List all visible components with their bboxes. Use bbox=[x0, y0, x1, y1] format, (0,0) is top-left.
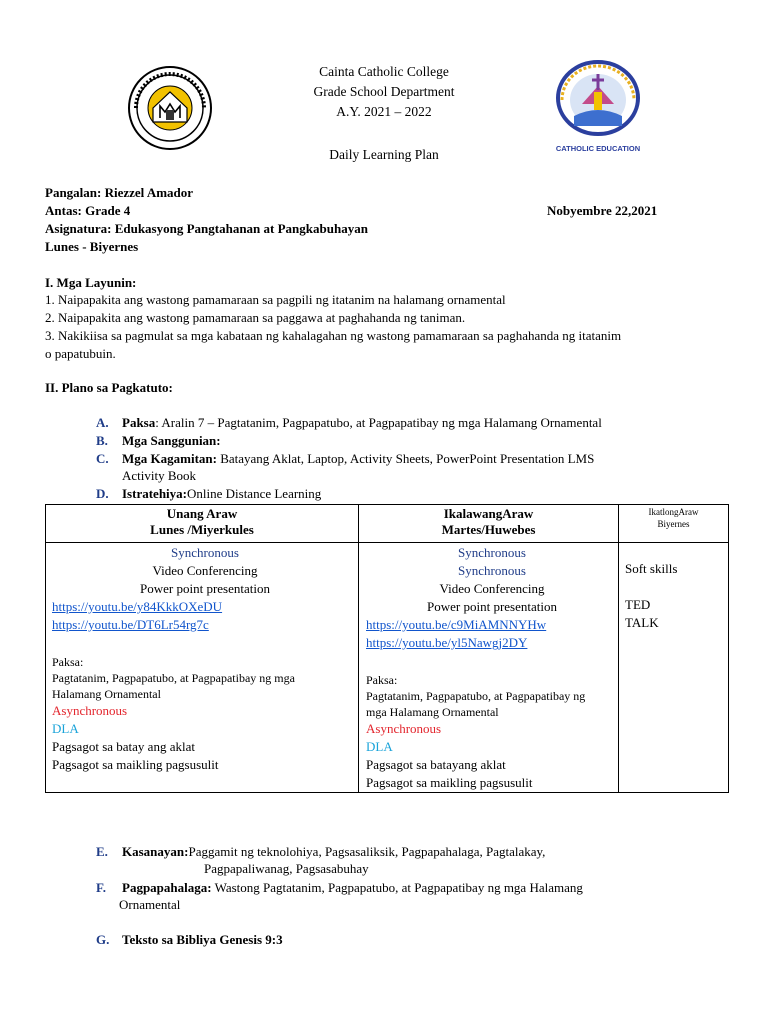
col2-topic-2: mga Halamang Ornamental bbox=[366, 705, 499, 719]
col2-youtube-link-1[interactable]: https://youtu.be/c9MiAMNNYHw bbox=[366, 617, 547, 632]
col3-header-day: IkatlongAraw bbox=[648, 507, 699, 517]
col3-header-dates: Biyernes bbox=[657, 519, 690, 529]
department: Grade School Department bbox=[313, 84, 455, 99]
bible-text-label: Teksto sa Bibliya Genesis 9:3 bbox=[122, 932, 283, 947]
col2-header-day: IkalawangAraw bbox=[443, 506, 534, 521]
col2-paksa: Paksa: bbox=[366, 673, 398, 687]
plan-item-c bbox=[96, 451, 594, 467]
col1-cell bbox=[46, 543, 359, 793]
plan-item-g bbox=[96, 932, 283, 948]
letter-c: C. bbox=[96, 451, 109, 466]
col1-topic-2: Halamang Ornamental bbox=[52, 687, 161, 701]
objective-2: 2. Naipapakita ang wastong pamamaraan sa paggawa at paghahanda ng taniman. bbox=[45, 310, 466, 325]
col2-youtube-link-2[interactable]: https://youtu.be/yl5Nawgj2DY bbox=[366, 635, 528, 650]
letter-d: D. bbox=[96, 486, 109, 501]
col1-dla: DLA bbox=[52, 721, 79, 736]
kagamitan-text-cont: Activity Book bbox=[122, 468, 197, 483]
name-line: Pangalan: Riezzel Amador bbox=[45, 185, 194, 200]
col1-asynchronous: Asynchronous bbox=[52, 703, 128, 718]
letter-a: A. bbox=[96, 415, 109, 430]
col3-talk: TALK bbox=[625, 615, 659, 630]
col2-answer-1: Pagsagot sa batayang aklat bbox=[366, 757, 506, 772]
objective-3-cont: o papatubuin. bbox=[45, 346, 116, 361]
days-line: Lunes - Biyernes bbox=[45, 239, 139, 254]
objective-1: 1. Naipapakita ang wastong pamamaraan sa pagpili ng itatanim na halamang ornamental bbox=[45, 292, 506, 307]
col1-header-dates: Lunes /Miyerkules bbox=[150, 522, 254, 537]
grade-line: Antas: Grade 4 bbox=[45, 203, 131, 218]
col2-ppt: Power point presentation bbox=[427, 599, 557, 614]
col3-cell bbox=[619, 543, 729, 793]
school-name: Cainta Catholic College bbox=[319, 64, 449, 79]
pagpapahalaga-label: Pagpapahalaga: bbox=[122, 880, 212, 895]
col2-asynchronous: Asynchronous bbox=[366, 721, 442, 736]
col1-synchronous: Synchronous bbox=[171, 545, 239, 560]
kasanayan-text: Paggamit ng teknolohiya, Pagsasaliksik, Pagpapahalaga, Pagtalakay, bbox=[188, 844, 546, 859]
istratehiya-label: Istratehiya: bbox=[122, 486, 187, 501]
col1-youtube-link-2[interactable]: https://youtu.be/DT6Lr54rg7c bbox=[52, 617, 209, 632]
col2-dla: DLA bbox=[366, 739, 393, 754]
subject-line: Asignatura: Edukasyong Pangtahanan at Pangkabuhayan bbox=[45, 221, 368, 236]
table-header-row bbox=[46, 505, 729, 543]
col3-header bbox=[619, 505, 729, 543]
letter-f: F. bbox=[96, 880, 106, 895]
col1-answer-2: Pagsagot sa maikling pagsusulit bbox=[52, 757, 219, 772]
table-row bbox=[46, 543, 729, 793]
col2-synchronous-1: Synchronous bbox=[458, 545, 526, 560]
plan-item-e bbox=[96, 844, 545, 860]
col1-topic-1: Pagtatanim, Pagpapatubo, at Pagpapatibay ng mga bbox=[52, 671, 295, 685]
col1-ppt: Power point presentation bbox=[140, 581, 270, 596]
col3-ted: TED bbox=[625, 597, 651, 612]
date-line: Nobyembre 22,2021 bbox=[547, 203, 658, 218]
paksa-text: : Aralin 7 – Pagtatanim, Pagpapatubo, at Pagpapatibay ng mga Halamang Ornamental bbox=[155, 415, 602, 430]
col1-header-day: Unang Araw bbox=[166, 506, 238, 521]
document-title: Daily Learning Plan bbox=[329, 147, 439, 162]
col1-video: Video Conferencing bbox=[152, 563, 258, 578]
istratehiya-text: Online Distance Learning bbox=[187, 486, 322, 501]
kasanayan-text-cont: Pagpapaliwanag, Pagsasabuhay bbox=[204, 861, 369, 876]
plan-heading: II. Plano sa Pagkatuto: bbox=[45, 380, 173, 395]
schedule-table bbox=[45, 504, 729, 793]
pagpapahalaga-text: Wastong Pagtatanim, Pagpapatubo, at Pagpapatibay ng mga Halamang bbox=[211, 880, 583, 895]
sanggunian-label: Mga Sanggunian: bbox=[122, 433, 221, 448]
col2-header bbox=[359, 505, 619, 543]
kasanayan-label: Kasanayan: bbox=[122, 844, 189, 859]
letter-g: G. bbox=[96, 932, 110, 947]
pagpapahalaga-text-cont: Ornamental bbox=[119, 897, 181, 912]
kagamitan-label: Mga Kagamitan: bbox=[122, 451, 217, 466]
col1-answer-1: Pagsagot sa batay ang aklat bbox=[52, 739, 195, 754]
plan-item-a bbox=[96, 415, 602, 431]
col1-header bbox=[46, 505, 359, 543]
paksa-label: Paksa bbox=[122, 415, 156, 430]
objectives-heading: I. Mga Layunin: bbox=[45, 275, 137, 290]
kagamitan-text: Batayang Aklat, Laptop, Activity Sheets, PowerPoint Presentation LMS bbox=[216, 451, 595, 466]
plan-item-f bbox=[96, 880, 583, 896]
col2-topic-1: Pagtatanim, Pagpapatubo, at Pagpapatibay ng bbox=[366, 689, 586, 703]
col2-synchronous-2: Synchronous bbox=[458, 563, 526, 578]
plan-item-b bbox=[96, 433, 221, 449]
col2-video: Video Conferencing bbox=[439, 581, 545, 596]
col1-paksa: Paksa: bbox=[52, 655, 84, 669]
col3-soft-skills: Soft skills bbox=[625, 561, 678, 576]
objective-3: 3. Nakikiisa sa pagmulat sa mga kabataan ng kahalagahan ng wastong pamamaraan sa paghahanda ng itatanim bbox=[45, 328, 622, 343]
letter-e: E. bbox=[96, 844, 108, 859]
school-year: A.Y. 2021 – 2022 bbox=[336, 104, 432, 119]
col2-cell bbox=[359, 543, 619, 793]
col2-answer-2: Pagsagot sa maikling pagsusulit bbox=[366, 775, 533, 790]
plan-item-d bbox=[96, 486, 321, 502]
col1-youtube-link-1[interactable]: https://youtu.be/y84KkkOXeDU bbox=[52, 599, 223, 614]
col2-header-dates: Martes/Huwebes bbox=[441, 522, 536, 537]
logo-caption: CATHOLIC EDUCATION bbox=[555, 144, 641, 153]
letter-b: B. bbox=[96, 433, 108, 448]
